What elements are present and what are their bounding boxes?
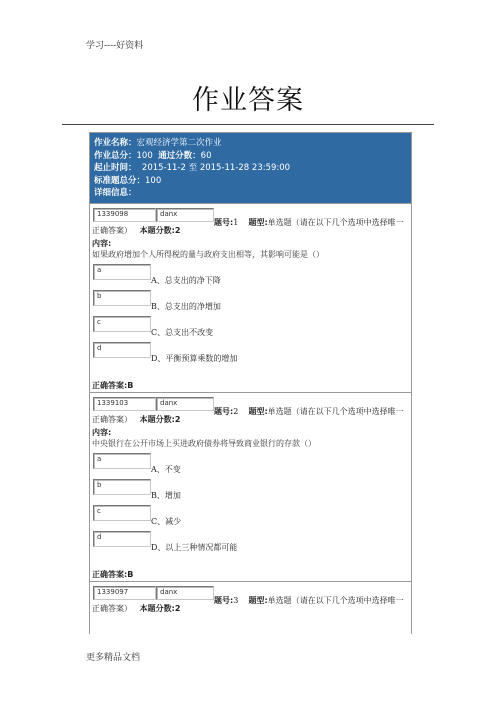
- option-b[interactable]: b B、总支出的净增加: [90, 287, 411, 313]
- option-a[interactable]: a A、总支出的净下降: [90, 261, 411, 287]
- option-d[interactable]: d D、以上三种情况都可能: [90, 528, 411, 554]
- question-stem: 中央银行在公开市场上买进政府债券将导致商业银行的存款（）: [92, 439, 316, 448]
- option-a[interactable]: a A、不变: [90, 450, 411, 476]
- page-header: 学习----好资料: [86, 41, 144, 51]
- option-box[interactable]: c: [93, 505, 151, 521]
- page-title: 作业答案: [192, 85, 304, 116]
- question-meta: 题号:1 题型:单选题（请在以下几个选项中选择唯一: [214, 218, 404, 227]
- question-id-box[interactable]: 1339103: [93, 397, 156, 411]
- question-id-box[interactable]: 1339097: [93, 586, 156, 600]
- question-id-box[interactable]: 1339098: [93, 208, 156, 222]
- option-d[interactable]: d D、平衡预算乘数的增加: [90, 339, 411, 365]
- option-box[interactable]: d: [93, 342, 151, 358]
- option-box[interactable]: b: [93, 479, 151, 495]
- correct-answer: 正确答案:B: [92, 381, 134, 390]
- option-box[interactable]: c: [93, 316, 151, 332]
- option-box[interactable]: a: [93, 453, 151, 469]
- page-footer: 更多精品文档: [86, 653, 141, 663]
- correct-answer: 正确答案:B: [92, 570, 134, 579]
- info-std-row: 标准题总分：100: [94, 175, 162, 186]
- question-meta-cont: 正确答案） 本题分数:2: [92, 604, 181, 613]
- question-code-box[interactable]: danx: [156, 208, 214, 222]
- info-detail-row: 详细信息：: [94, 188, 137, 199]
- info-time-row: 起止时间： 2015-11-2 至 2015-11-28 23:59:00: [94, 163, 291, 174]
- option-box[interactable]: a: [93, 264, 151, 280]
- option-c[interactable]: c C、减少: [90, 502, 411, 528]
- homework-frame: [89, 132, 412, 634]
- question-2: [90, 392, 411, 581]
- question-meta: 题号:2 题型:单选题（请在以下几个选项中选择唯一: [214, 407, 404, 416]
- question-meta-cont: 正确答案） 本题分数:2: [92, 226, 181, 235]
- question-1: [90, 203, 411, 392]
- question-meta: 题号:3 题型:单选题（请在以下几个选项中选择唯一: [214, 596, 404, 605]
- content-label: 内容:: [92, 428, 112, 437]
- option-box[interactable]: d: [93, 531, 151, 547]
- info-name-row: 作业名称：宏观经济学第二次作业: [94, 138, 222, 148]
- question-code-box[interactable]: danx: [156, 586, 214, 600]
- option-b[interactable]: b B、增加: [90, 476, 411, 502]
- question-stem: 如果政府增加个人所得税的量与政府支出相等，其影响可能是（）: [92, 250, 324, 259]
- homework-info-panel: [90, 133, 411, 203]
- option-box[interactable]: b: [93, 290, 151, 306]
- question-code-box[interactable]: danx: [156, 397, 214, 411]
- content-label: 内容:: [92, 239, 112, 248]
- question-meta-cont: 正确答案） 本题分数:2: [92, 415, 181, 424]
- question-3: [90, 581, 411, 631]
- info-score-row: 作业总分：100 通过分数：60: [94, 150, 212, 161]
- title-divider: [62, 124, 434, 125]
- option-c[interactable]: c C、总支出不改变: [90, 313, 411, 339]
